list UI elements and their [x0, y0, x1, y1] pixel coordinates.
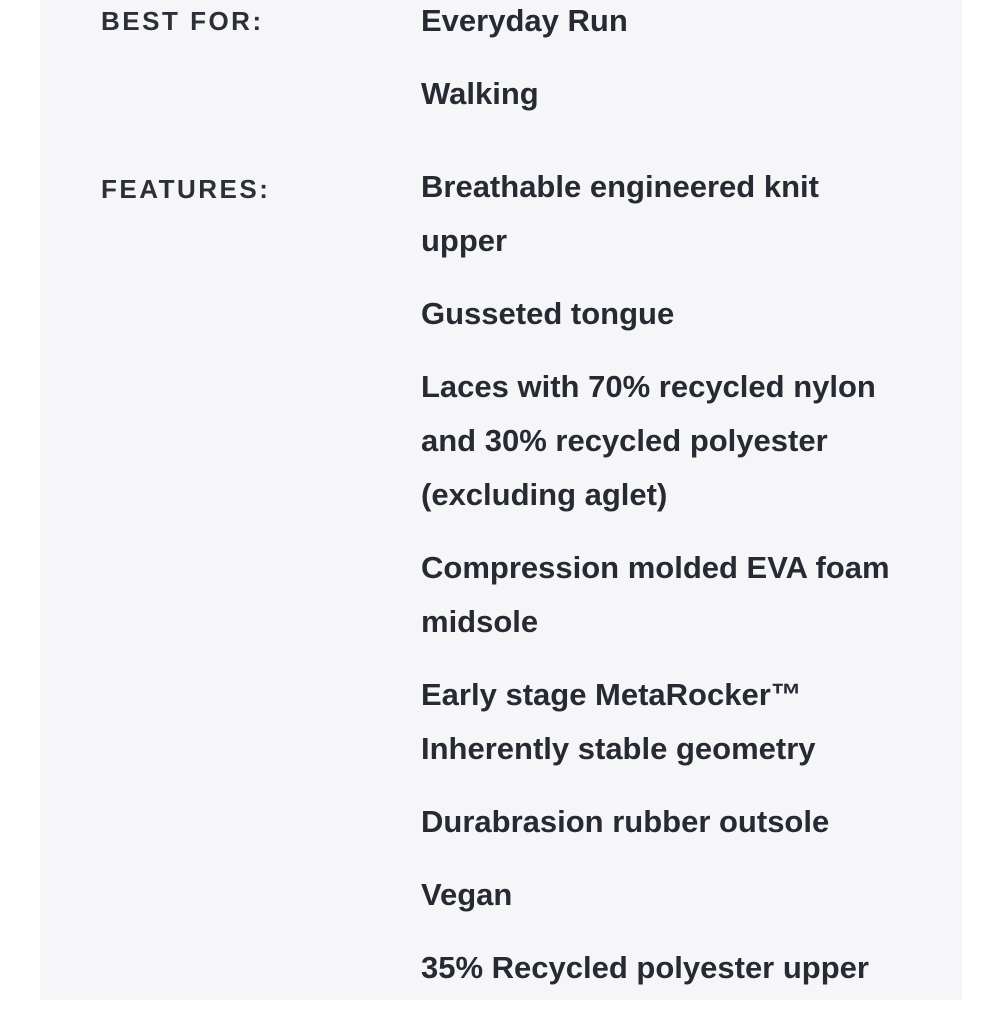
- best-for-list: [421, 0, 921, 140]
- features-list: [421, 160, 901, 1014]
- best-for-item: Everyday Run: [421, 3, 628, 38]
- feature-item: Laces with 70% recycled nylon and 30% recycled polyester (excluding aglet): [421, 369, 876, 512]
- features-label: FEATURES:: [101, 174, 271, 204]
- best-for-label: BEST FOR:: [101, 6, 264, 36]
- feature-item: Durabrasion rubber outsole: [421, 804, 830, 839]
- feature-item: Breathable engineered knit upper: [421, 169, 819, 258]
- feature-item: Vegan: [421, 877, 513, 912]
- feature-item: 35% Recycled polyester upper: [421, 950, 869, 985]
- feature-item: Gusseted tongue: [421, 296, 675, 331]
- feature-item: Early stage MetaRocker™ Inherently stable geometry: [421, 677, 816, 766]
- best-for-item: Walking: [421, 76, 539, 111]
- feature-item: Compression molded EVA foam midsole: [421, 550, 890, 639]
